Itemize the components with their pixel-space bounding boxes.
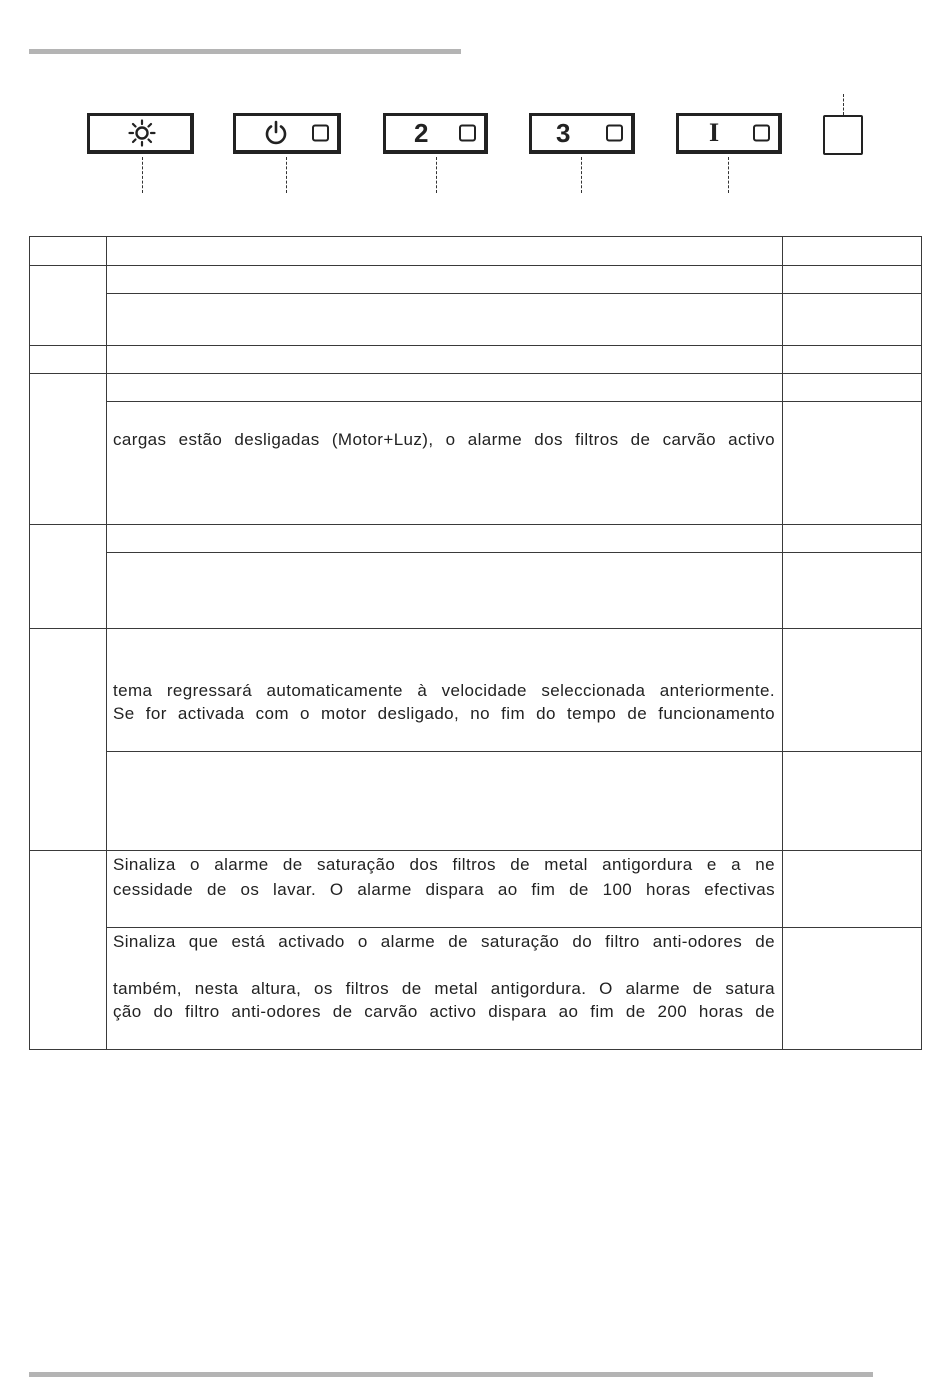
table-desc-cell [106,751,783,851]
table-label-cell [29,265,107,346]
table-note-cell [782,552,922,629]
speed-3-led-indicator [606,125,623,142]
leader-line-led [843,94,844,115]
table-note-cell [782,293,922,346]
speed-2-label: 2 [414,118,429,148]
table-note-cell [782,345,922,374]
table-header-cell [106,236,783,266]
table-text-line: cargas estão desligadas (Motor+Luz), o alarme dos filtros de carvão activo [113,430,775,449]
table-note-cell [782,927,922,1050]
leader-line-intensive [728,157,729,193]
header-rule [29,49,461,54]
table-note-cell [782,373,922,402]
table-label-cell [29,850,107,1050]
table-desc-cell [106,552,783,629]
table-desc-cell [106,401,783,525]
table-note-cell [782,751,922,851]
table-desc-cell [106,293,783,346]
table-text-line: ção do filtro anti-odores de carvão activo dispara ao fim de 200 horas de [113,1002,775,1021]
table-text-line: Sinaliza que está activado o alarme de saturação do filtro anti-odores de [113,932,775,951]
intensive-label: I [709,118,720,147]
table-label-cell [29,524,107,629]
footer-rule [29,1372,873,1377]
leader-line-power [286,157,287,193]
table-note-cell [782,524,922,553]
intensive-led-indicator [753,125,770,142]
table-text-line: tema regressará automaticamente à velocidade seleccionada anteriormente. [113,681,775,700]
table-text-line: Sinaliza o alarme de saturação dos filtros de metal antigordura e a ne [113,855,775,874]
table-note-cell [782,850,922,928]
table-desc-cell [106,345,783,374]
speed-3-label: 3 [556,118,571,148]
power-icon [263,120,289,146]
table-header-cell [782,236,922,266]
table-label-cell [29,373,107,525]
table-text-line: também, nesta altura, os filtros de metal antigordura. O alarme de satura [113,979,775,998]
leader-line-speed-3 [581,157,582,193]
light-button[interactable] [87,113,194,154]
table-text-line: Se for activada com o motor desligado, no fim do tempo de funcionamento [113,704,775,723]
leader-line-light [142,157,143,193]
table-desc-cell [106,524,783,553]
table-note-cell [782,401,922,525]
speed-3-button[interactable] [529,113,635,154]
table-note-cell [782,628,922,752]
speed-2-led-indicator [459,125,476,142]
power-button[interactable] [233,113,341,154]
table-header-cell [29,236,107,266]
leader-line-speed-2 [436,157,437,193]
table-desc-cell [106,265,783,294]
sun-icon [128,119,156,147]
table-label-cell [29,628,107,851]
table-desc-cell [106,373,783,402]
power-led-indicator [312,125,329,142]
table-text-line: cessidade de os lavar. O alarme dispara ao fim de 100 horas efectivas [113,880,775,899]
intensive-button[interactable] [676,113,782,154]
filter-alarm-led [823,115,863,155]
table-note-cell [782,265,922,294]
speed-2-button[interactable] [383,113,488,154]
table-label-cell [29,345,107,374]
